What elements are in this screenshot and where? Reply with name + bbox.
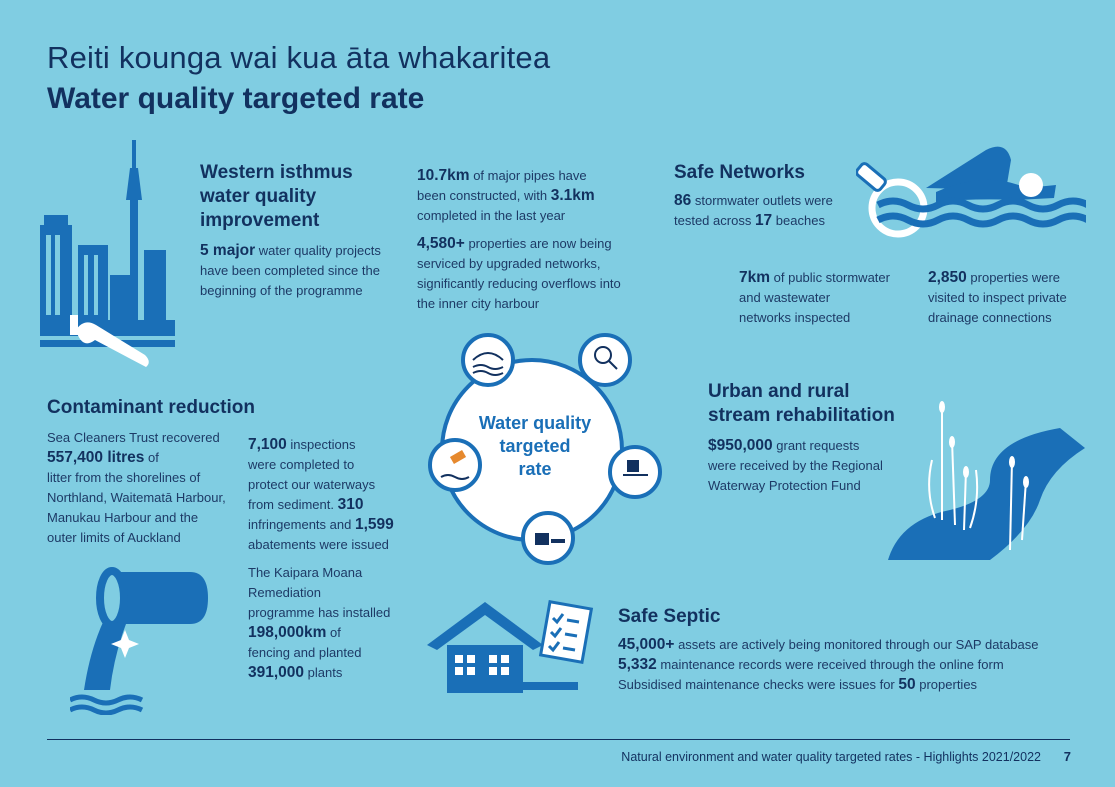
urban-rural-text: $950,000 grant requests were received by the Regional Waterway Protection Fund bbox=[708, 437, 883, 493]
western-isthmus-text: 5 major water quality projects have been completed since the beginning of the programme bbox=[200, 242, 381, 298]
septic-house-icon bbox=[425, 600, 615, 700]
safe-septic-heading: Safe Septic bbox=[618, 606, 721, 627]
footer-divider bbox=[47, 739, 1070, 740]
stream-icon bbox=[880, 400, 1100, 575]
sea-cleaners-text: Sea Cleaners Trust recovered 557,400 litres of litter from the shorelines of Northland, Waitematā Harbour, Manukau Harbour and the outer limits of Auckland bbox=[47, 430, 226, 545]
properties-visited-text: 2,850 properties were visited to inspect private drainage connections bbox=[928, 269, 1067, 325]
urban-rural-heading: Urban and rural stream rehabilitation bbox=[708, 381, 895, 426]
center-title: Water quality targeted rate bbox=[478, 413, 592, 479]
city-skyline-icon bbox=[40, 140, 185, 370]
title-maori: Reiti kounga wai kua āta whakaritea bbox=[47, 40, 551, 75]
western-isthmus-heading: Western isthmus water quality improvement bbox=[200, 162, 353, 231]
safe-septic-text: 45,000+ assets are actively being monitored through our SAP database 5,332 maintenance records were received through the online form Subsidised maintenance checks were issues for 50 properties bbox=[618, 636, 1039, 693]
safe-networks-heading: Safe Networks bbox=[674, 162, 805, 183]
page-number: 7 bbox=[1063, 749, 1071, 764]
footer-text: Natural environment and water quality targeted rates - Highlights 2021/2022 bbox=[621, 750, 1041, 764]
pipes-text: 10.7km of major pipes have been constructed, with 3.1km completed in the last year 4,580+ properties are now being serviced by upgraded networks, significantly reducing overflows into the inner city harbour bbox=[417, 167, 621, 311]
outflow-pipe-icon bbox=[70, 560, 220, 715]
safe-networks-text: 86 stormwater outlets were tested across 17 beaches bbox=[674, 192, 833, 229]
inspections-text: 7,100 inspections were completed to protect our waterways from sediment. 310 infringements and 1,599 abatements were issued The Kaipara Moana Remediation programme has installed 198,000km of fencing and planted 391,000 plants bbox=[248, 436, 394, 681]
networks-inspected-text: 7km of public stormwater and wastewater networks inspected bbox=[739, 269, 890, 325]
swimmer-icon bbox=[856, 140, 1086, 240]
contaminant-heading: Contaminant reduction bbox=[47, 397, 255, 418]
page-title: Water quality targeted rate bbox=[47, 82, 425, 115]
